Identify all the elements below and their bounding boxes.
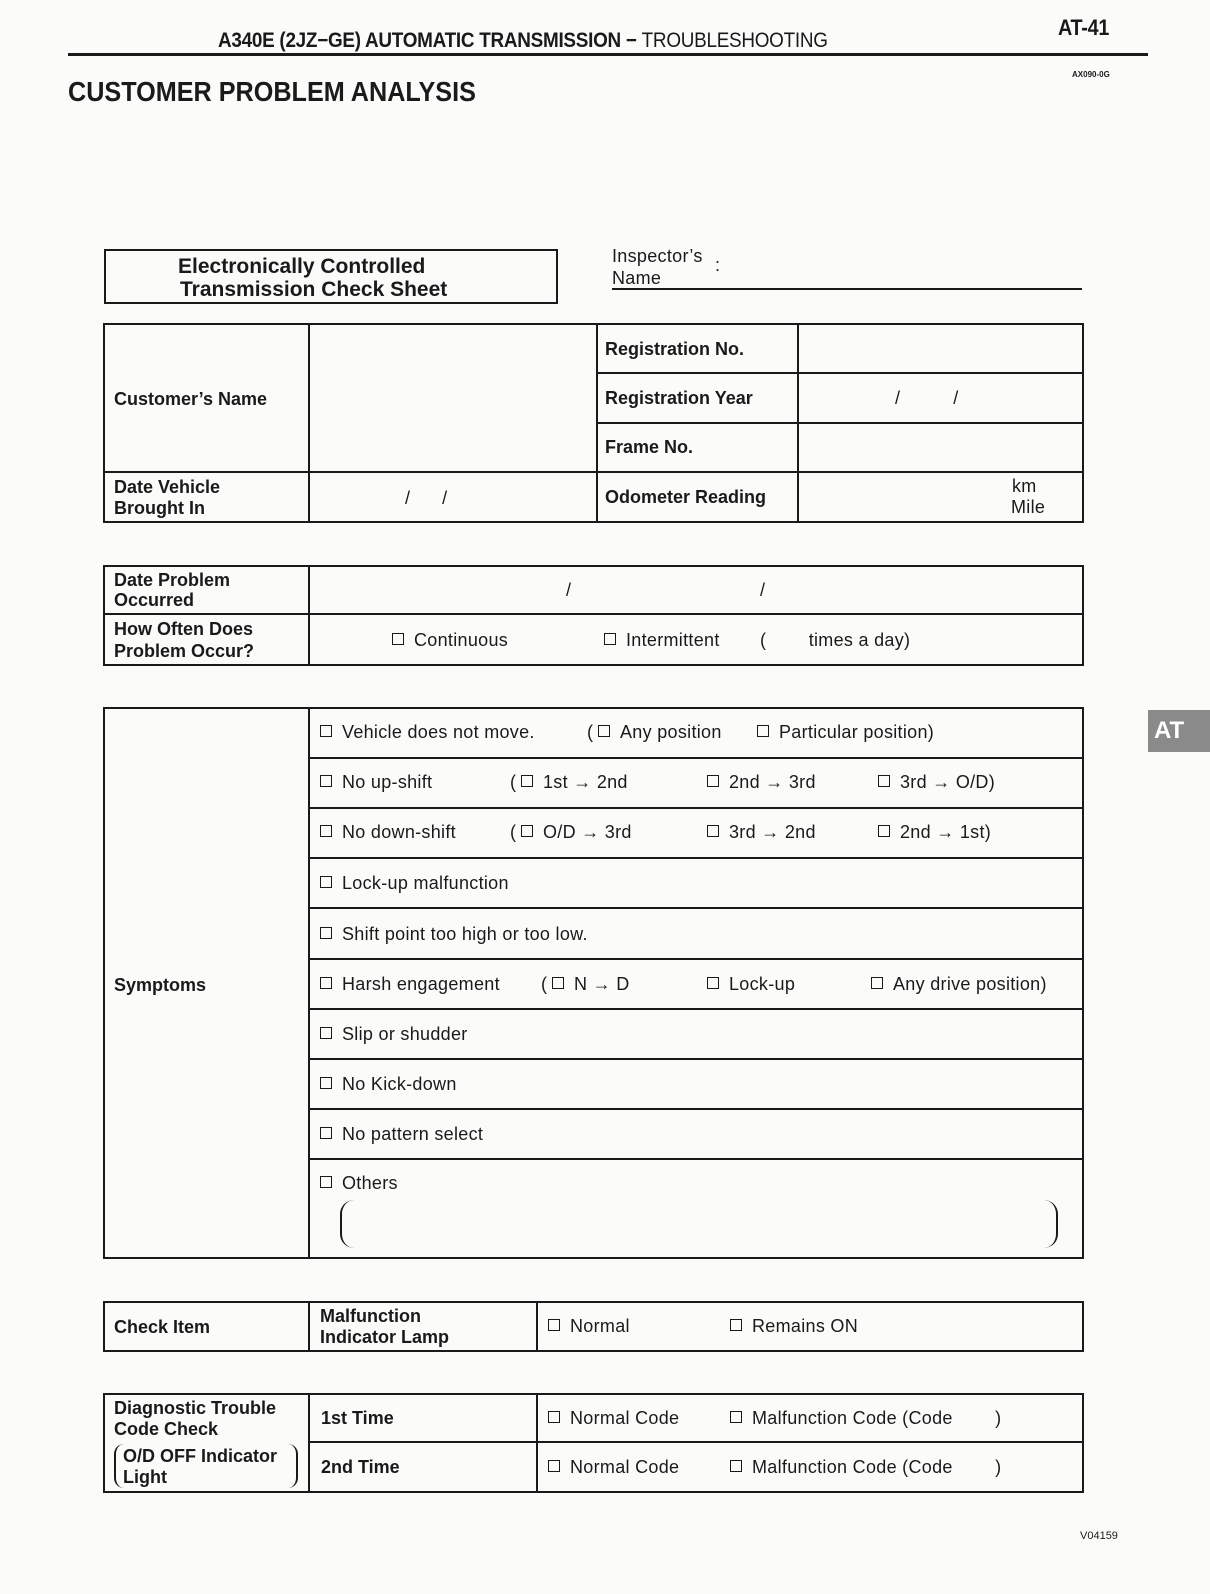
checkbox-icon [707,825,719,837]
table-rule [103,471,1084,473]
checkbox-icon [757,725,769,737]
option-label: Intermittent [626,630,720,650]
option-label: Normal Code [570,1457,680,1477]
symptom-no-move[interactable] [320,722,535,743]
checkbox-icon [707,775,719,787]
symptom-no-pattern[interactable] [320,1124,483,1145]
first-normal-code-checkbox[interactable] [548,1408,679,1429]
inspector-colon: : [715,255,721,275]
table-rule [308,857,1084,859]
option-3rd-od[interactable] [878,772,995,793]
symptom-slip[interactable] [320,1024,468,1045]
paren: ( [510,772,517,792]
running-title-section: TROUBLESHOOTING [641,29,828,52]
date-occurred-sep[interactable]: / [760,580,766,600]
option-any-drive[interactable] [871,974,1047,995]
checkbox-icon [320,1077,332,1089]
checkbox-icon [548,1411,560,1423]
option-label: 2nd → 1st) [900,822,992,842]
odometer-label: Odometer Reading [605,487,767,507]
option-label: Normal Code [570,1408,680,1428]
mil-label-2: Indicator Lamp [320,1327,450,1347]
table-rule [308,1393,310,1493]
symptom-harsh-engagement[interactable] [320,974,500,995]
option-label: Others [342,1173,398,1193]
check-item-label: Check Item [114,1317,211,1337]
option-label: Any drive position) [893,974,1047,994]
checkbox-icon [392,633,404,645]
option-label: 2nd → 3rd [729,772,816,792]
mil-label: Malfunction [320,1306,421,1326]
checkbox-icon [548,1460,560,1472]
table-rule [308,1441,1084,1443]
option-1st-2nd[interactable] [521,772,628,793]
checkbox-icon [320,725,332,737]
option-lockup[interactable] [707,974,795,995]
option-label: Slip or shudder [342,1024,468,1044]
date-occurred-label: Date Problem [114,570,231,590]
running-title-bold: A340E (2JZ−GE) AUTOMATIC TRANSMISSION [218,29,621,52]
checkbox-icon [320,1127,332,1139]
option-label: Any position [620,722,722,742]
continuous-checkbox[interactable] [392,630,508,651]
symptom-shift-point[interactable] [320,924,588,945]
checkbox-icon [320,775,332,787]
inspector-name-field[interactable] [612,288,1082,290]
table-rule [308,707,310,1259]
date-occurred-sep[interactable]: / [566,580,572,600]
times-a-day-field[interactable]: ( times a day) [760,630,911,650]
table-rule [308,1108,1084,1110]
option-label: Normal [570,1316,630,1336]
checkbox-icon [320,1027,332,1039]
option-3rd-2nd[interactable] [707,822,816,843]
first-time-label: 1st Time [321,1408,394,1428]
table-rule [596,422,1084,424]
checkbox-icon [730,1460,742,1472]
inspector-label: Inspector’s [612,246,703,266]
checkbox-icon [878,775,890,787]
option-label: No down-shift [342,822,456,842]
header-rule [68,53,1148,56]
checkbox-icon [730,1411,742,1423]
checkbox-icon [320,927,332,939]
symptom-no-kickdown[interactable] [320,1074,457,1095]
how-often-label-2: Problem Occur? [114,641,255,661]
symptom-others[interactable] [320,1173,398,1194]
customer-name-field[interactable] [310,325,596,471]
checkbox-icon [730,1319,742,1331]
first-malfunction-code-checkbox[interactable] [730,1408,1001,1429]
others-field[interactable] [340,1200,1058,1248]
date-brought-in-field[interactable]: / / [405,488,448,508]
checkbox-icon [707,977,719,989]
option-label: Shift point too high or too low. [342,924,588,944]
table-rule [536,1393,538,1493]
option-label: 3rd → 2nd [729,822,816,842]
table-rule [308,958,1084,960]
mil-normal-checkbox[interactable] [548,1316,630,1337]
option-label: N → D [574,974,630,994]
checkbox-icon [878,825,890,837]
option-label: No up-shift [342,772,433,792]
option-2nd-3rd[interactable] [707,772,816,793]
option-label: Continuous [414,630,509,650]
check-sheet-title-box [104,249,558,304]
symptom-no-upshift[interactable] [320,772,432,793]
option-label: No pattern select [342,1124,484,1144]
date-occurred-label-2: Occurred [114,590,195,610]
option-label: Malfunction Code (Code ) [752,1457,1002,1477]
option-label: Harsh engagement [342,974,500,994]
symptom-lockup[interactable] [320,873,509,894]
registration-year-field[interactable]: / / [895,388,959,408]
section-code: AX090-0G [1072,70,1110,79]
unit-mile: Mile [1011,497,1046,517]
table-rule [308,757,1084,759]
registration-no-label: Registration No. [605,339,745,359]
sheet-title-line1: Electronically Controlled [178,255,426,278]
side-tab: AT [1148,710,1210,752]
registration-year-label: Registration Year [605,388,753,408]
running-title [218,29,828,53]
option-n-d[interactable] [552,974,630,995]
checkbox-icon [548,1319,560,1331]
table-rule [596,372,1084,374]
paren: ( [541,974,548,994]
customer-name-label: Customer’s Name [114,389,268,409]
unit-km: km [1012,476,1037,496]
checkbox-icon [320,1176,332,1188]
checkbox-icon [521,825,533,837]
checkbox-icon [320,876,332,888]
option-label: 3rd → O/D) [900,772,996,792]
table-rule [308,565,310,666]
frame-no-label: Frame No. [605,437,694,457]
intermittent-checkbox[interactable] [604,630,720,651]
checkbox-icon [604,633,616,645]
option-label: Remains ON [752,1316,859,1336]
second-malfunction-code-checkbox[interactable] [730,1457,1001,1478]
checkbox-icon [871,977,883,989]
option-label: Particular position) [779,722,935,742]
option-label: 1st → 2nd [543,772,628,792]
table-rule [536,1301,538,1352]
checkbox-icon [598,725,610,737]
checkbox-icon [552,977,564,989]
table-rule [308,1008,1084,1010]
table-rule [103,613,1084,615]
mil-remains-on-checkbox[interactable] [730,1316,858,1337]
option-label: Lock-up [729,974,796,994]
dtc-label: Diagnostic Trouble [114,1398,277,1418]
od-off-label-2: Light [123,1467,167,1487]
date-brought-in-label-2: Brought In [114,498,205,518]
option-any-position[interactable] [598,722,722,743]
second-normal-code-checkbox[interactable] [548,1457,679,1478]
option-label: Vehicle does not move. [342,722,535,742]
option-label: Lock-up malfunction [342,873,509,893]
checkbox-icon [320,825,332,837]
symptoms-label: Symptoms [114,975,207,995]
option-particular-position[interactable] [757,722,934,743]
od-off-label: O/D OFF Indicator [123,1446,278,1466]
checkbox-icon [521,775,533,787]
table-rule [308,1301,310,1352]
option-label: O/D → 3rd [543,822,632,842]
sheet-title-line2: Transmission Check Sheet [180,278,448,301]
option-od-3rd[interactable] [521,822,632,843]
option-label: Malfunction Code (Code ) [752,1408,1002,1428]
inspector-label-name: Name [612,268,662,288]
paren: ( [587,722,594,742]
table-rule [308,1058,1084,1060]
checkbox-icon [320,977,332,989]
option-2nd-1st[interactable] [878,822,991,843]
option-label: No Kick-down [342,1074,457,1094]
how-often-label: How Often Does [114,619,254,639]
running-title-separator: − [625,29,637,52]
table-rule [308,1158,1084,1160]
page-title: CUSTOMER PROBLEM ANALYSIS [68,76,476,107]
table-rule [308,907,1084,909]
date-brought-in-label: Date Vehicle [114,477,221,497]
paren: ( [510,822,517,842]
figure-code: V04159 [1080,1530,1118,1542]
page-number: AT-41 [1058,15,1110,40]
table-rule [308,807,1084,809]
dtc-label-2: Code Check [114,1419,219,1439]
second-time-label: 2nd Time [321,1457,400,1477]
symptom-no-downshift[interactable] [320,822,456,843]
